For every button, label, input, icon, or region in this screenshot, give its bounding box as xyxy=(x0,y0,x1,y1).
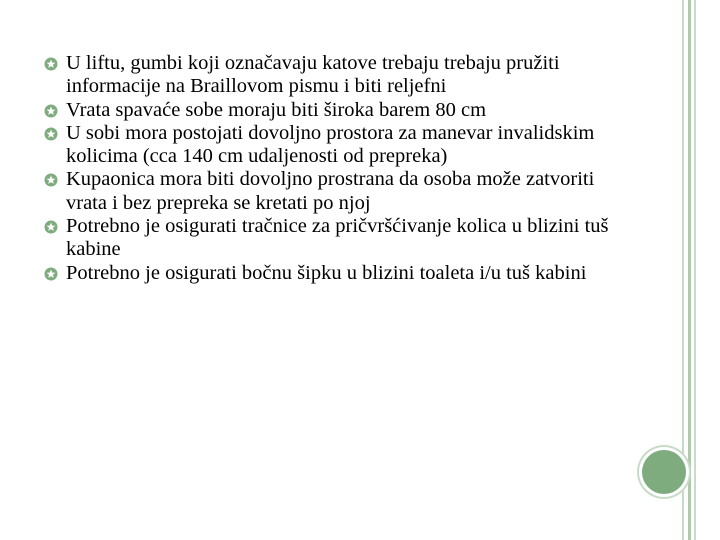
bullet-text: U sobi mora postojati dovoljno prostora za manevar invalidskim kolicima (cca 140 cm udaljenosti od prepreka) xyxy=(66,121,595,168)
bullet-text: Potrebno je osigurati tračnice za pričvršćivanje kolica u blizini tuš kabine xyxy=(66,215,609,261)
green-circle-star-icon xyxy=(44,127,58,141)
green-circle-star-icon xyxy=(44,104,58,118)
bullet-item xyxy=(44,262,624,285)
green-circle-star-icon xyxy=(44,220,58,234)
circle-ornament xyxy=(642,450,686,494)
frame-line xyxy=(688,0,691,540)
bullet-item xyxy=(44,52,624,99)
bullet-item xyxy=(44,168,624,215)
bullet-item xyxy=(44,99,624,122)
green-circle-star-icon xyxy=(44,267,58,281)
bullet-text: U liftu, gumbi koji označavaju katove trebaju trebaju pružiti informacije na Braillovom pismu i biti reljefni xyxy=(66,52,560,98)
bullet-text: Kupaonica mora biti dovoljno prostrana da osoba može zatvoriti vrata i bez prepreka se kretati po njoj xyxy=(66,168,595,214)
green-circle-star-icon xyxy=(44,57,58,71)
bullet-text: Potrebno je osigurati bočnu šipku u blizini toaleta i/u tuš kabini xyxy=(66,261,587,284)
bullet-list xyxy=(44,52,624,285)
bullet-text: Vrata spavaće sobe moraju biti široka barem 80 cm xyxy=(66,98,487,121)
bullet-item xyxy=(44,215,624,262)
green-circle-star-icon xyxy=(44,173,58,187)
frame-line xyxy=(694,0,696,540)
bullet-item xyxy=(44,122,624,169)
